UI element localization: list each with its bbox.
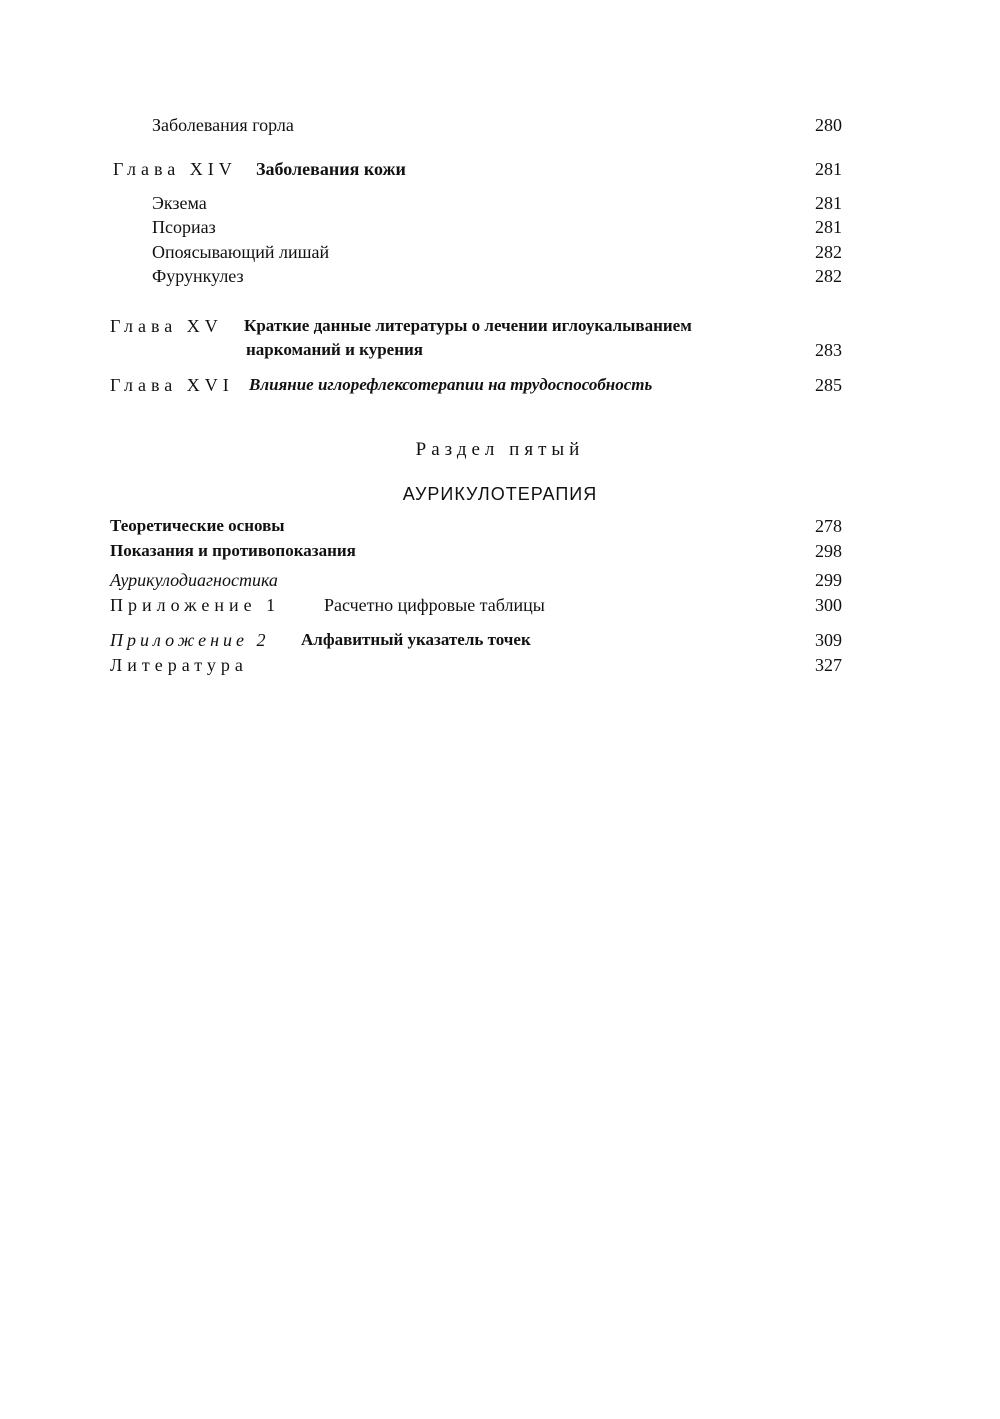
toc-page-number: 281 (815, 159, 842, 179)
toc-page-number: 278 (815, 516, 842, 536)
toc-page-number: 281 (815, 193, 842, 213)
toc-page-number: 327 (815, 655, 842, 675)
toc-entry-title: Псориаз (152, 217, 216, 237)
toc-entry-title: Литература (110, 655, 248, 675)
toc-page-number: 280 (815, 115, 842, 135)
chapter-label: Глава XIV (113, 159, 237, 179)
chapter-label: Глава XV (110, 316, 223, 336)
toc-entry (0, 650, 1000, 680)
toc-entry (0, 261, 1000, 291)
chapter-title-continued: наркоманий и курения (246, 340, 423, 359)
toc-page-number: 309 (815, 630, 842, 650)
toc-entry-title: Аурикулодиагностика (110, 570, 278, 590)
toc-page-number: 283 (815, 340, 842, 360)
toc-page-number: 300 (815, 595, 842, 615)
section-title: АУРИКУЛОТЕРАПИЯ (402, 484, 598, 504)
toc-entry (0, 110, 1000, 140)
appendix-label: Приложение 1 (110, 595, 281, 615)
toc-page-number: 282 (815, 242, 842, 262)
toc-entry-title: Показания и противопоказания (110, 541, 356, 560)
toc-entry (0, 536, 1000, 566)
section-label: Раздел пятый (415, 439, 585, 460)
toc-entry-title: Экзема (152, 193, 207, 213)
toc-page-number: 281 (815, 217, 842, 237)
appendix-label: Приложение 2 (110, 630, 270, 650)
chapter-title: Заболевания кожи (256, 159, 406, 179)
toc-appendix-entry (0, 590, 1000, 620)
appendix-title: Расчетно цифровые таблицы (324, 595, 545, 615)
toc-page-number: 299 (815, 570, 842, 590)
toc-page-number: 298 (815, 541, 842, 561)
toc-chapter-entry-continued (0, 335, 1000, 365)
chapter-label: Глава XVI (110, 375, 234, 395)
toc-chapter-entry (0, 154, 1000, 184)
chapter-title: Влияние иглорефлексотерапии на трудоспособность (249, 375, 653, 394)
toc-entry-title: Заболевания горла (152, 115, 294, 135)
appendix-title: Алфавитный указатель точек (301, 630, 531, 649)
toc-page-number: 285 (815, 375, 842, 395)
toc-entry-title: Фурункулез (152, 266, 244, 286)
toc-entry-title: Теоретические основы (110, 516, 285, 535)
toc-chapter-entry (0, 370, 1000, 400)
toc-entry-title: Опоясывающий лишай (152, 242, 330, 262)
chapter-title: Краткие данные литературы о лечении иглоукалыванием (244, 316, 692, 335)
toc-page-number: 282 (815, 266, 842, 286)
